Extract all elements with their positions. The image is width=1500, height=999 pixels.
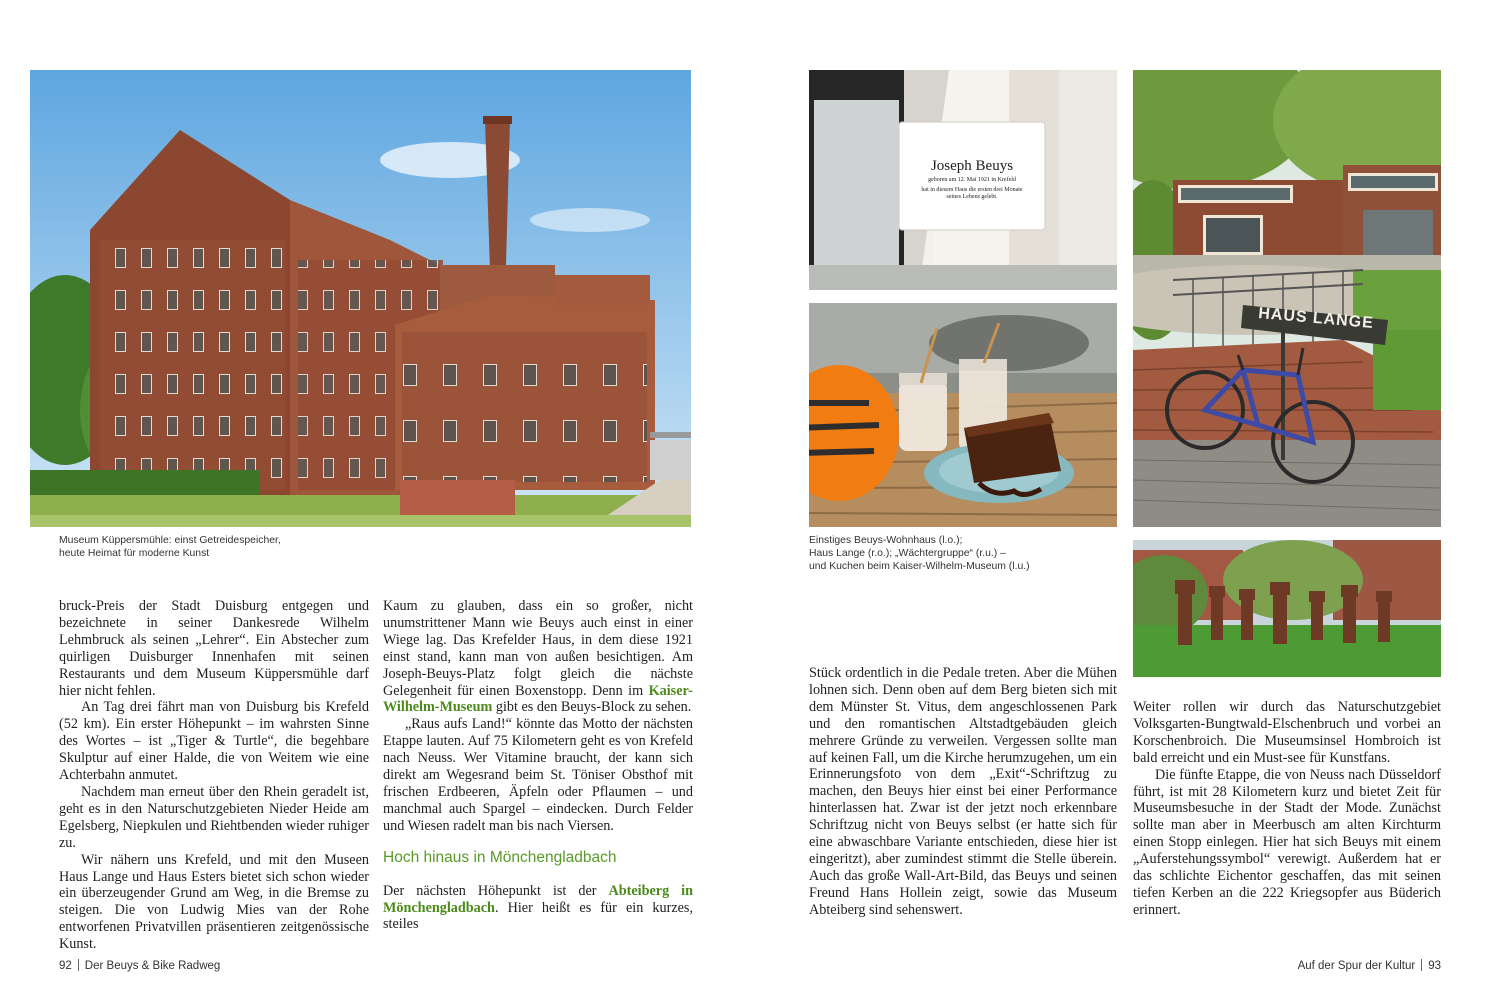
paragraph (383, 883, 693, 934)
folio-divider (78, 959, 79, 971)
running-title: Auf der Spur der Kultur (1297, 960, 1416, 972)
paragraph-text: Kaum zu glauben, dass ein so großer, nicht unumstrittener Mann wie Beuys auch einst in einer Wiege lag. Das Krefelder Haus, in dem diese 1921 einst stand, kann man von außen besichtigen. Am Joseph-Beuys-Platz folgt gleich die nächste Gelegenheit für einen Boxenstopp. Denn im (383, 598, 693, 699)
plaque-text: hat in diesem Haus die ersten drei Monate (921, 187, 1023, 193)
plaque-text: geboren am 12. Mai 1921 in Krefeld (928, 177, 1016, 183)
text-column-2 (383, 598, 693, 933)
haus-lange-photo (1133, 70, 1441, 527)
cake-photo (809, 303, 1117, 527)
kaiser-wilhelm-museum-link: Kaiser-Wilhelm-Museum (383, 682, 693, 716)
caption-line: Einstiges Beuys-Wohnhaus (l.o.); (809, 535, 963, 546)
photo-caption-left (59, 534, 281, 560)
paragraph-text: Der nächsten Höhepunkt ist der (383, 882, 597, 899)
kueppersmuehle-photo (30, 70, 691, 527)
beuys-plaque (899, 122, 1045, 230)
caption-line: Museum Küppersmühle: einst Getreidespeicher, (59, 535, 281, 546)
paragraph: Stück ordentlich in die Pedale treten. Aber die Mühen lohnen sich. Denn oben auf dem Berg bieten sich mit dem Münster St. Vitus, dem angeschlossenen Park und den romantischen Altstadtgebäuden gleich mehrere Gründe zu verweilen. Vergessen sollte man auf keinen Fall, um die Kirche herumzugehen, um ein Erinnerungsfoto von dem „Exit“-Schriftzug zu machen, den Beuys hier einst bei einer Performance hinterlassen hat. Zwar ist der jetzt noch erkennbare Schriftzug nicht von Beuys selbst (er hatte sich für eine abwaschbare Variante entschieden, diese hier ist eingeritzt), aber zumindest stimmt die Stelle überein. Auch das große Wall-Art-Bild, das Beuys und seinen Freund Hans Hollein zeigt, sowie das Museum Abteiberg sind sehenswert. (809, 665, 1117, 918)
section-heading: Hoch hinaus in Mönchengladbach (383, 848, 617, 866)
caption-line: heute Heimat für moderne Kunst (59, 548, 210, 559)
page-number: 93 (1428, 960, 1441, 972)
caption-line: Haus Lange (r.o.); „Wächtergruppe“ (r.u.) – (809, 548, 1006, 559)
photo-caption-right (809, 534, 1030, 573)
paragraph: bruck-Preis der Stadt Duisburg entgegen und bezeichnete in seiner Dankesrede Wilhelm Lehmbruck als seinen „Lehrer“. Ein Abstecher zum quirligen Duisburger Innenhafen mit seinen Restaurants und dem Museum Küppersmühle darf hier nicht fehlen. (59, 598, 369, 699)
text-column-3 (809, 665, 1117, 919)
paragraph: An Tag drei fährt man von Duisburg bis Krefeld (52 km). Ein erster Höhepunkt – im wahrsten Sinne des Wortes – ist „Tiger & Turtle“, die begehbare Skulptur auf einer Halde, die von Weitem wie eine Achterbahn anmutet. (59, 699, 369, 784)
text-column-4 (1133, 699, 1441, 919)
paragraph: Wir nähern uns Krefeld, und mit den Museen Haus Lange und Haus Esters bietet sich schon wieder ein überzeugender Grund am Weg, in die Bremse zu steigen. Die von Ludwig Mies van der Rohe entworfenen Privatvillen präsentieren zeitgenössische Kunst. (59, 851, 369, 953)
page-number: 92 (59, 960, 72, 972)
paragraph (383, 598, 693, 716)
paragraph: Nachdem man erneut über den Rhein geradelt ist, geht es in den Naturschutzgebieten Nieder Heide am Egelsberg, Niepkulen und Riehtbenden wieder ruhiger zu. (59, 783, 369, 851)
haus-lange-sign: HAUS LANGE (1257, 304, 1375, 333)
waechtergruppe-photo (1133, 540, 1441, 677)
paragraph-text: gibt es den Beuys-Block zu sehen. (495, 699, 692, 716)
folio-divider (1421, 959, 1422, 971)
running-title: Der Beuys & Bike Radweg (84, 960, 221, 972)
abteiberg-link: Abteiberg in Mönchengladbach (383, 882, 693, 916)
plaque-name: Joseph Beuys (930, 158, 1014, 174)
beuys-house-photo (809, 70, 1117, 290)
folio-left (59, 959, 220, 972)
folio-right (1298, 959, 1441, 972)
caption-line: und Kuchen beim Kaiser-Wilhelm-Museum (l.u.) (809, 561, 1030, 572)
paragraph-text: . Hier heißt es für ein kurzes, steiles (383, 899, 693, 933)
paragraph: „Raus aufs Land!“ könnte das Motto der nächsten Etappe lauten. Auf 75 Kilometern geht es von Krefeld nach Neuss. Wer Vitamine braucht, der kann sich direkt am Wegesrand beim St. Töniser Obsthof mit frischen Erdbeeren, Äpfeln oder Pflaumen – und manchmal auch Spargel – eindecken. Durch Felder und Wiesen radelt man bis nach Viersen. (383, 716, 693, 834)
plaque-text: seines Lebens gelebt. (946, 194, 998, 200)
text-column-1 (59, 598, 369, 953)
paragraph: Die fünfte Etappe, die von Neuss nach Düsseldorf führt, ist mit 28 Kilometern kurz und bietet Zeit für Museumsbesuche in der Stadt der Mode. Zunächst sollte man aber in Meerbusch am alten Kirchturm einen Stopp einlegen. Hier hat sich Beuys mit einem „Auferstehungssymbol“ verewigt. Außerdem hat er das schlichte Eichentor geschaffen, das mit seinen tiefen Kerben an die 222 Kriegsopfer aus Büderich erinnert. (1133, 766, 1441, 918)
paragraph: Weiter rollen wir durch das Naturschutzgebiet Volksgarten-Bungtwald-Elschenbruch und vorbei an Korschenbroich. Die Museumsinsel Hombroich ist bald erreicht und ein Must-see für Kunstfans. (1133, 699, 1441, 766)
